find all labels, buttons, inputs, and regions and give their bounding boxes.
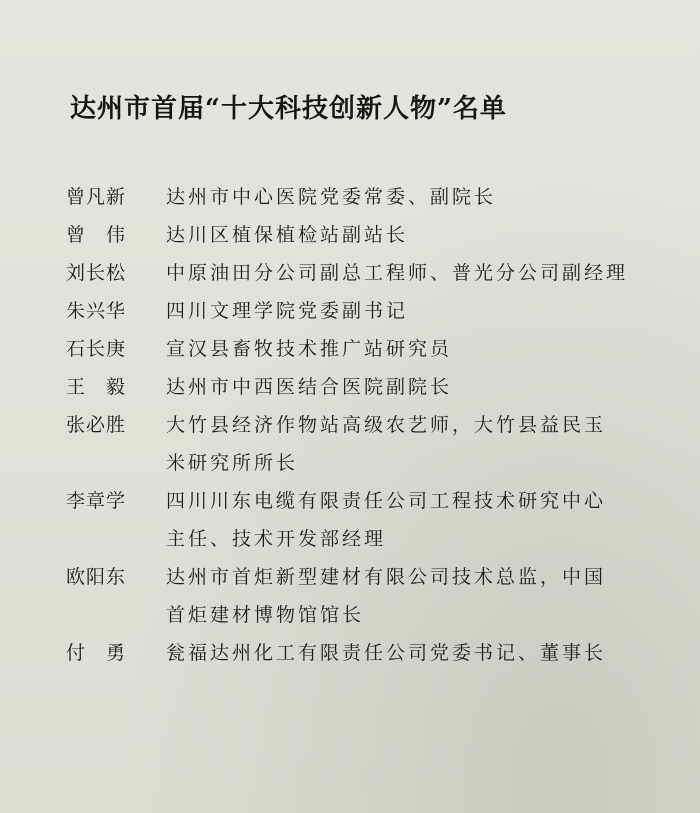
role-line: 达州市中心医院党委常委、副院长	[166, 186, 497, 208]
list-item	[66, 482, 656, 558]
role-line: 米研究所所长	[166, 452, 299, 474]
role-line: 大竹县经济作物站高级农艺师，大竹县益民玉	[166, 414, 607, 436]
person-role	[162, 178, 656, 216]
role-line: 达州市中西医结合医院副院长	[166, 376, 453, 398]
role-line: 中原油田分公司副总工程师、普光分公司副经理	[166, 262, 629, 284]
person-role	[162, 406, 656, 482]
person-name: 曾 伟	[66, 224, 127, 246]
person-name: 刘长松	[66, 262, 127, 284]
person-role	[162, 558, 656, 634]
list-item	[66, 254, 656, 292]
person-name: 欧阳东	[66, 566, 127, 588]
list-item	[66, 406, 656, 482]
name-list	[66, 178, 656, 672]
list-item	[66, 178, 656, 216]
role-line: 四川文理学院党委副书记	[166, 300, 409, 322]
person-role	[162, 368, 656, 406]
list-item	[66, 558, 656, 634]
role-line: 主任、技术开发部经理	[166, 528, 387, 550]
role-line: 瓮福达州化工有限责任公司党委书记、董事长	[166, 642, 607, 664]
list-item	[66, 292, 656, 330]
person-role	[162, 634, 656, 672]
person-name: 李章学	[66, 490, 127, 512]
role-line: 首炬建材博物馆馆长	[166, 604, 365, 626]
person-role	[162, 482, 656, 558]
person-role	[162, 330, 656, 368]
page-title: 达州市首届“十大科技创新人物”名单	[70, 94, 507, 124]
person-name: 张必胜	[66, 414, 127, 436]
person-name: 曾凡新	[66, 186, 127, 208]
person-name: 石长庚	[66, 338, 127, 360]
list-item	[66, 634, 656, 672]
role-line: 达州市首炬新型建材有限公司技术总监，中国	[166, 566, 607, 588]
list-item	[66, 368, 656, 406]
person-name: 付 勇	[66, 642, 127, 664]
role-line: 宣汉县畜牧技术推广站研究员	[166, 338, 453, 360]
person-role	[162, 292, 656, 330]
person-role	[162, 254, 656, 292]
list-item	[66, 330, 656, 368]
role-line: 四川川东电缆有限责任公司工程技术研究中心	[166, 490, 607, 512]
list-item	[66, 216, 656, 254]
role-line: 达川区植保植检站副站长	[166, 224, 409, 246]
person-name: 朱兴华	[66, 300, 127, 322]
person-name: 王 毅	[66, 376, 127, 398]
person-role	[162, 216, 656, 254]
